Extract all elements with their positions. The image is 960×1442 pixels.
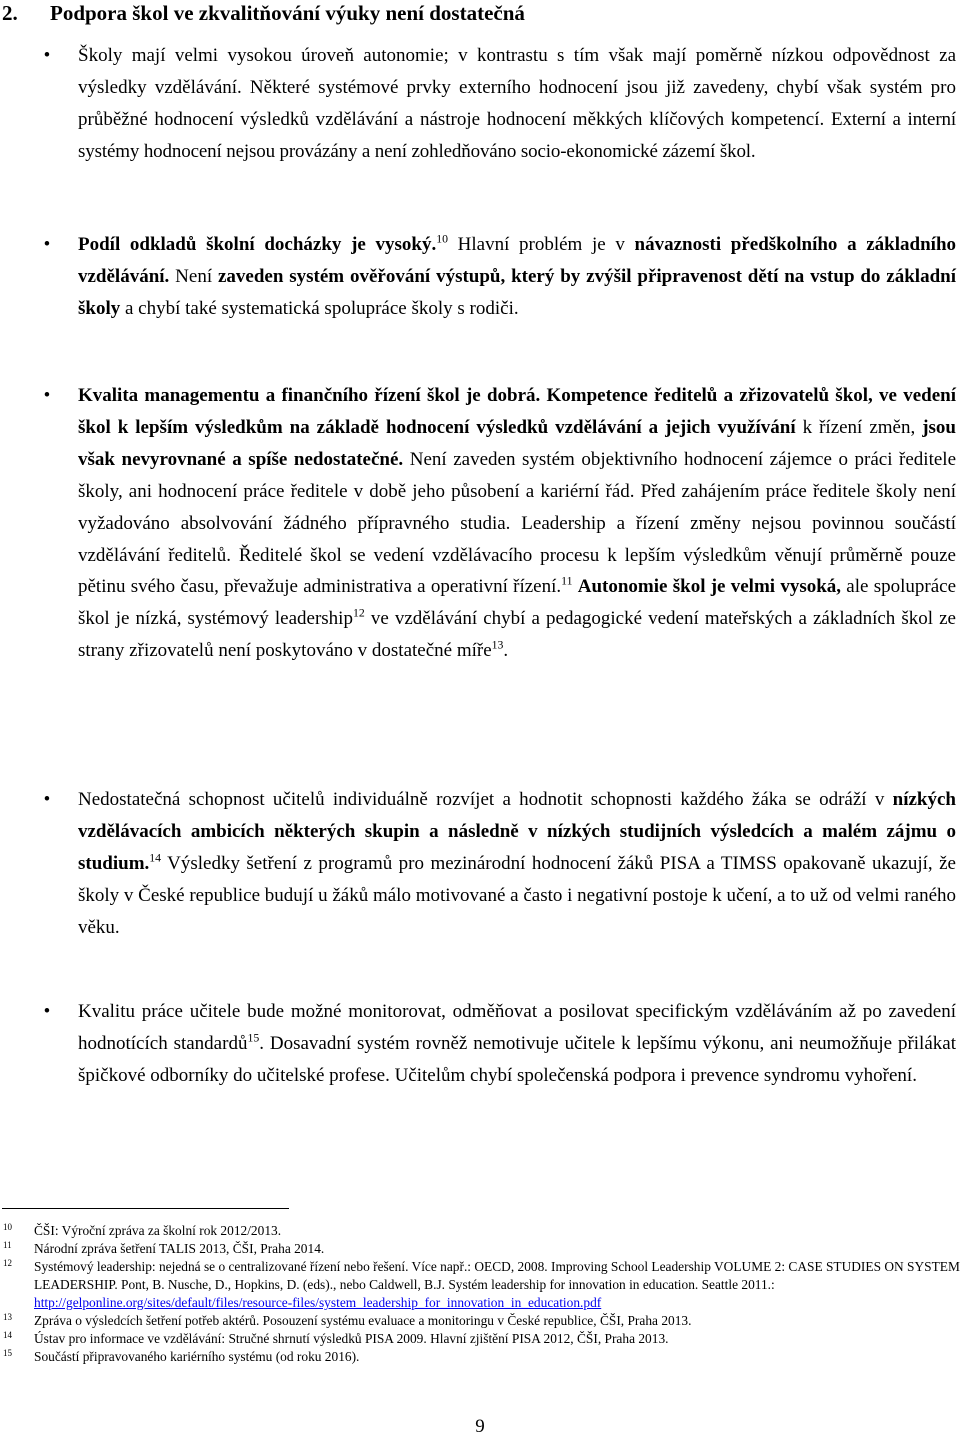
b4-strong-1: nízkých vzdělávacích ambicích některých skupin a následně v nízkých studijních výsledcích a malém zájmu o studium. bbox=[78, 789, 956, 874]
b3-text-2: Není zaveden systém objektivního hodnocení zájemce o práci ředitele školy, ani hodnocení práce ředitele v době jeho působení a kariérní řád. Před zahájením práce ředitele školy není vyžadováno absolvování žádného přípravného studia. Leadership a řízení změny nejsou povinnou součástí vzdělávání ředitelů. Ředitelé škol se vedení vzdělávacího procesu k lepším výsledkům věnují průměrně pouze pětinu svého času, převažuje administrativa a operativní řízení. bbox=[78, 448, 957, 598]
bullet-item-autonomy bbox=[43, 40, 956, 168]
b4-text-2: Výsledky šetření z programů pro mezinárodní hodnocení žáků PISA a TIMSS opakovaně ukazují, že školy v České republice budují u žáků málo motivované a často i negativní postoje k učení, a to už od velmi raného věku. bbox=[78, 852, 956, 938]
bullet-icon: • bbox=[43, 1001, 51, 1022]
footnote-ref-12: 12 bbox=[352, 607, 365, 621]
footnote-text: ČŠI: Výroční zpráva za školní rok 2012/2013. bbox=[34, 1223, 282, 1238]
footnote-number: 13 bbox=[3, 1312, 12, 1322]
footnote-11 bbox=[3, 1240, 960, 1258]
footnote-number: 14 bbox=[3, 1330, 12, 1340]
footnote-13 bbox=[3, 1312, 960, 1330]
footnote-10 bbox=[3, 1222, 960, 1240]
b3-text-4: ale spolupráce škol je nízká, systémový leadership bbox=[78, 576, 957, 630]
footnotes bbox=[3, 1222, 960, 1366]
footnote-ref-13: 13 bbox=[491, 638, 504, 652]
footnote-12 bbox=[3, 1258, 960, 1312]
footnote-text: Systémový leadership: nejedná se o centralizované řízení nebo řešení. Více např.: OECD, 2008. Improving School Leadership VOLUME 2: CASE STUDIES ON SYSTEM LEADERSHIP. Pont, B. Nusche, D., Hopkins, D. (eds)., nebo Caldwell, B.J. Systém leadership for innovation in education. Seattle 2011.: bbox=[34, 1259, 960, 1292]
b1-text-1: Školy mají velmi vysokou úroveň autonomie; v kontrastu s tím však mají poměrně nízkou odpovědnost za výsledky vzdělávání. Některé systémové prvky externího hodnocení jsou již zavedeny, chybí však systém pro průběžné hodnocení výsledků vzdělávání a nástroje hodnocení měkkých klíčových kompetencí. bbox=[78, 45, 956, 130]
bullet-item-teachers-ability bbox=[43, 784, 956, 944]
footnote-ref-14: 14 bbox=[149, 851, 162, 865]
bullet-icon: • bbox=[43, 234, 51, 255]
b5-text-2: . Dosavadní systém rovněž nemotivuje učitele k lepšímu výkonu, ani neumožňuje přilákat špičkové odborníky do učitelské profese. Učitelům chybí společenská podpora i prevence syndromu vyhoření. bbox=[78, 1032, 956, 1086]
bullet-item-teacher-quality bbox=[43, 996, 956, 1092]
footnote-text: Národní zpráva šetření TALIS 2013, ČŠI, Praha 2014. bbox=[34, 1241, 325, 1256]
footnote-text: Ústav pro informace ve vzdělávání: Stručné shrnutí výsledků PISA 2009. Hlavní zjištění PISA 2012, ČŠI, Praha 2013. bbox=[34, 1331, 669, 1346]
footnote-text: Zpráva o výsledcích šetření potřeb aktérů. Posouzení systému evaluace a monitoringu v České republice, ČŠI, Praha 2013. bbox=[34, 1313, 692, 1328]
b2-strong-3: zaveden systém ověřování výstupů, který by zvýšil připravenost dětí na vstup do základní školy bbox=[78, 265, 956, 319]
b3-text-6: . bbox=[503, 640, 509, 662]
section-number: 2. bbox=[2, 1, 18, 25]
footnote-ref-11: 11 bbox=[561, 575, 573, 589]
footnote-ref-15: 15 bbox=[247, 1031, 260, 1045]
bullet-item-management bbox=[43, 380, 957, 667]
b3-strong-1: Kvalita managementu a finančního řízení škol je dobrá. Kompetence ředitelů a zřizovatelů škol, ve vedení škol k lepším výsledkům na základě hodnocení výsledků vzdělávání a jejich využívání bbox=[78, 385, 956, 438]
b2-text-1: Hlavní problém je v bbox=[447, 234, 635, 255]
b5-text-1: Kvalitu práce učitele bude možné monitorovat, odměňovat a posilovat specifickým vzděláváním až po zavedení hodnotících standardů bbox=[78, 1001, 956, 1054]
b1-text-2: Externí a interní systémy hodnocení nejsou provázány a není zohledňováno socio-ekonomické zázemí škol. bbox=[78, 108, 956, 162]
bullet-item-school-attendance bbox=[43, 229, 957, 325]
footnote-number: 11 bbox=[3, 1240, 12, 1250]
section-title: Podpora škol ve zkvalitňování výuky není dostatečná bbox=[50, 1, 525, 25]
footnote-ref-10: 10 bbox=[436, 232, 448, 246]
b3-strong-2: jsou však nevyrovnané a spíše nedostatečné. bbox=[78, 416, 956, 470]
footnote-14 bbox=[3, 1330, 960, 1348]
bullet-icon: • bbox=[43, 385, 51, 406]
b3-strong-3: Autonomie škol je velmi vysoká, bbox=[577, 576, 842, 598]
bullet-icon: • bbox=[43, 789, 51, 810]
footnote-link[interactable]: http://gelponline.org/sites/default/files/resource-files/system_leadership_for_innovation_in_education.pdf bbox=[34, 1295, 602, 1310]
bullet-icon: • bbox=[43, 45, 51, 66]
b2-text-3: a chybí také systematická spolupráce školy s rodiči. bbox=[120, 297, 519, 319]
b2-strong-1: Podíl odkladů školní docházky je vysoký. bbox=[78, 234, 437, 255]
footnote-separator bbox=[2, 1208, 289, 1209]
b2-text-2: Není bbox=[169, 265, 218, 287]
footnote-text: Součástí připravovaného kariérního systému (od roku 2016). bbox=[34, 1349, 360, 1364]
b4-text-1: Nedostatečná schopnost učitelů individuálně rozvíjet a hodnotit schopnosti každého žáka se odráží v bbox=[78, 789, 893, 810]
b2-strong-2: návaznosti předškolního a základního vzdělávání. bbox=[78, 234, 957, 287]
footnote-15 bbox=[3, 1348, 960, 1366]
footnote-number: 12 bbox=[3, 1258, 12, 1268]
footnote-number: 15 bbox=[3, 1348, 12, 1358]
b3-text-1: k řízení změn, bbox=[795, 416, 923, 438]
b3-text-5: ve vzdělávání chybí a pedagogické vedení mateřských a základních škol ze strany zřizovatelů není poskytováno v dostatečné míře bbox=[78, 608, 956, 662]
section-heading bbox=[2, 0, 525, 26]
page-number: 9 bbox=[475, 1416, 485, 1437]
footnote-number: 10 bbox=[3, 1222, 12, 1232]
